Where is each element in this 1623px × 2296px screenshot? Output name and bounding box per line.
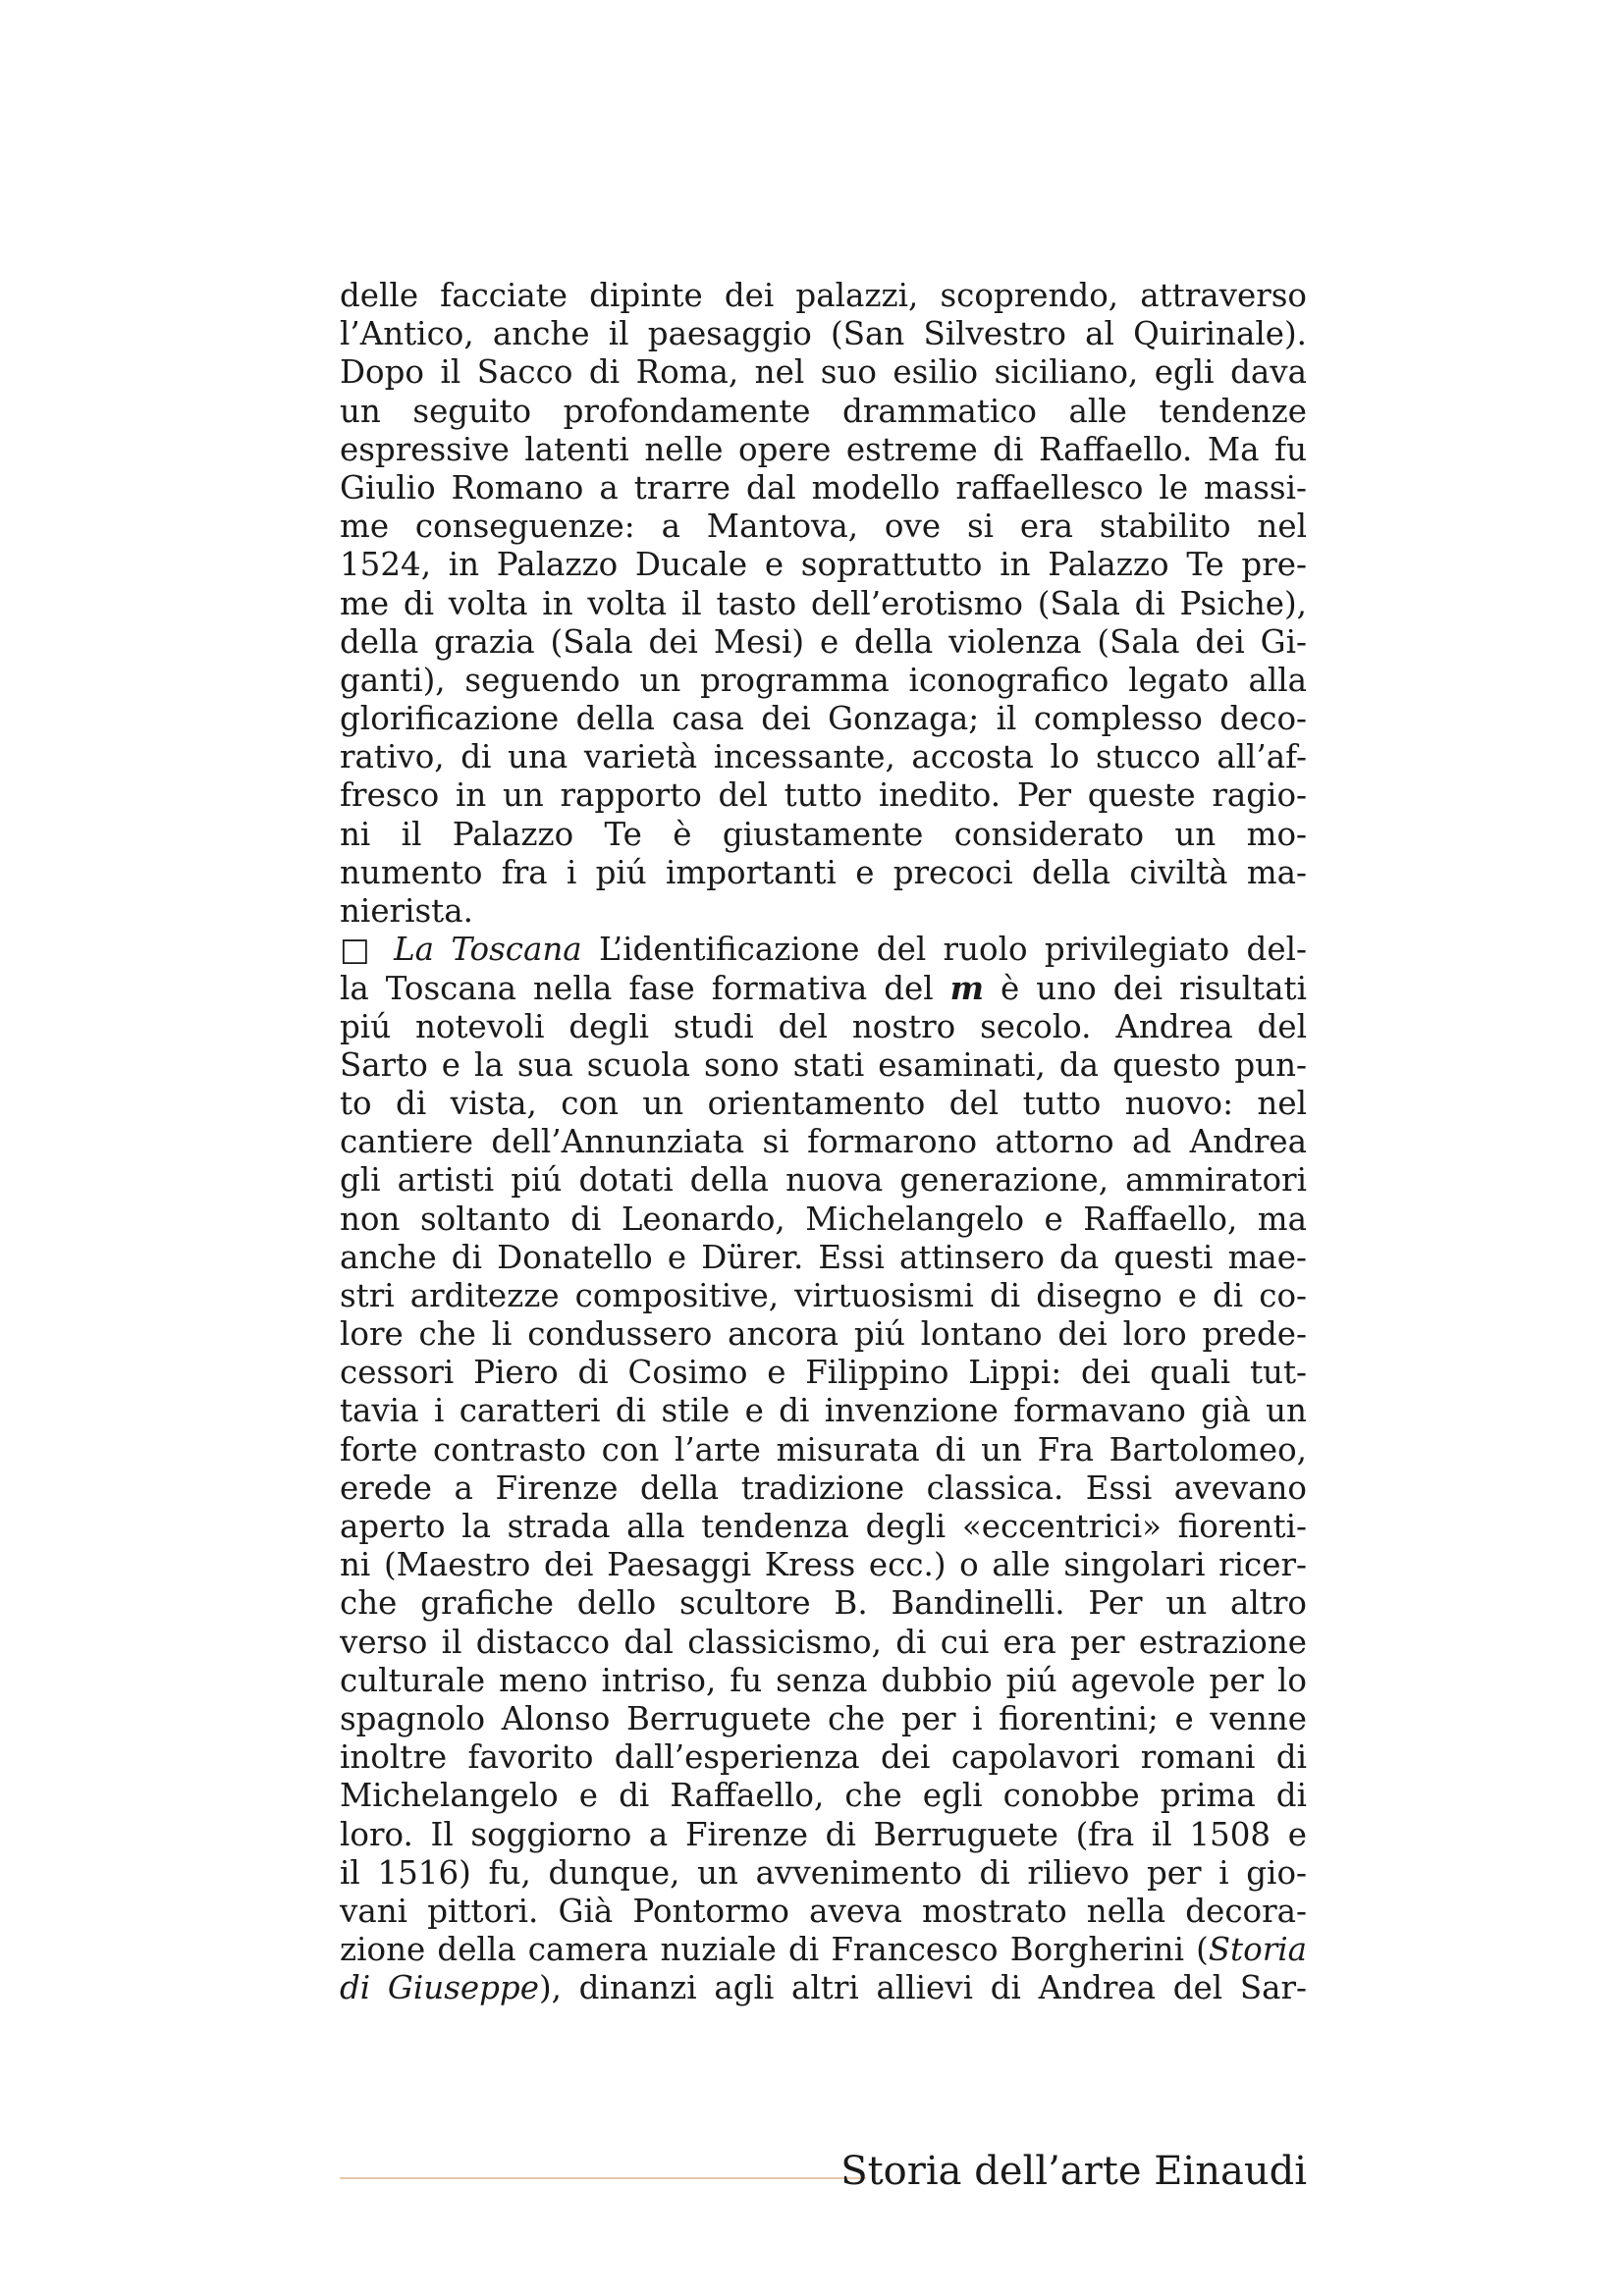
text-line: delle facciate dipinte dei palazzi, scoprendo, attraverso (340, 277, 1307, 314)
text-line: me conseguenze: a Mantova, ove si era stabilito nel (340, 507, 1307, 546)
text-line: cantiere dell’Annunziata si formarono attorno ad Andrea (340, 1123, 1307, 1161)
text-line: verso il distacco dal classicismo, di cui era per estrazione (340, 1623, 1307, 1661)
text-line: il 1516) fu, dunque, un avvenimento di rilievo per i gio- (340, 1853, 1307, 1892)
italic-title: di Giuseppe (340, 1969, 539, 2007)
text-line: vani pittori. Già Pontormo aveva mostrato nella decora- (340, 1892, 1307, 1930)
text-line: Sarto e la sua scuola sono stati esaminati, da questo pun- (340, 1045, 1307, 1084)
abbreviation-mark: m (949, 969, 985, 1008)
text-line: espressive latenti nelle opere estreme di Raffaello. Ma fu (340, 430, 1307, 468)
text-line: Michelangelo e di Raffaello, che egli conobbe prima di (340, 1777, 1307, 1815)
text-fragment: ), dinanzi agli altri allievi di Andrea del Sar- (538, 1969, 1307, 2007)
italic-title: Storia (1208, 1931, 1307, 1969)
text-line: culturale meno intriso, fu senza dubbio piú agevole per lo (340, 1661, 1307, 1699)
section-marker-icon: □ (340, 931, 377, 969)
text-line: numento fra i piú importanti e precoci della civiltà ma- (340, 853, 1307, 891)
text-fragment: è uno dei risultati (1001, 970, 1307, 1008)
footer-title: Storia dell’arte Einaudi (840, 2149, 1307, 2194)
text-fragment: L’identificazione del ruolo privilegiato del- (599, 931, 1307, 969)
text-line: tavia i caratteri di stile e di invenzione formavano già un (340, 1392, 1307, 1430)
text-line: gli artisti piú dotati della nuova generazione, ammiratori (340, 1161, 1307, 1200)
text-line: che grafiche dello scultore B. Bandinelli. Per un altro (340, 1584, 1307, 1623)
text-line: ganti), seguendo un programma iconografico legato alla (340, 661, 1307, 699)
text-line (340, 1969, 1307, 2007)
text-line: nierista. (340, 892, 473, 930)
text-line: lore che li condussero ancora piú lontano dei loro prede- (340, 1315, 1307, 1354)
text-line: un seguito profondamente drammatico alle tendenze (340, 392, 1307, 430)
text-line: Giulio Romano a trarre dal modello raffaellesco le massi- (340, 468, 1307, 507)
footer-divider (340, 2177, 866, 2179)
text-line (340, 1931, 1307, 1969)
text-line: Dopo il Sacco di Roma, nel suo esilio siciliano, egli dava (340, 353, 1307, 392)
text-line: stri arditezze compositive, virtuosismi di disegno e di co- (340, 1276, 1307, 1314)
text-line: anche di Donatello e Dürer. Essi attinsero da questi mae- (340, 1238, 1307, 1276)
text-fragment: la Toscana nella fase formativa del (340, 970, 934, 1008)
text-line: fresco in un rapporto del tutto inedito. Per queste ragio- (340, 776, 1307, 815)
text-line: cessori Piero di Cosimo e Filippino Lippi: dei quali tut- (340, 1354, 1307, 1392)
section-heading-line (340, 931, 1307, 969)
text-line: della grazia (Sala dei Mesi) e della violenza (Sala dei Gi- (340, 622, 1307, 661)
text-line: inoltre favorito dall’esperienza dei capolavori romani di (340, 1738, 1307, 1777)
text-line: piú notevoli degli studi del nostro secolo. Andrea del (340, 1007, 1307, 1045)
text-line: ni (Maestro dei Paesaggi Kress ecc.) o alle singolari ricer- (340, 1546, 1307, 1584)
text-line: forte contrasto con l’arte misurata di un Fra Bartolomeo, (340, 1430, 1307, 1468)
text-line: spagnolo Alonso Berruguete che per i fiorentini; e venne (340, 1699, 1307, 1737)
text-line: l’Antico, anche il paesaggio (San Silvestro al Quirinale). (340, 315, 1307, 353)
text-line: to di vista, con un orientamento del tutto nuovo: nel (340, 1084, 1307, 1122)
body-text (340, 277, 1307, 2007)
text-line (340, 969, 1307, 1007)
text-fragment: zione della camera nuziale di Francesco Borgherini ( (340, 1931, 1209, 1969)
text-line: loro. Il soggiorno a Firenze di Berruguete (fra il 1508 e (340, 1815, 1307, 1853)
text-line: aperto la strada alla tendenza degli «eccentrici» fiorenti- (340, 1508, 1307, 1545)
text-line: erede a Firenze della tradizione classica. Essi avevano (340, 1468, 1307, 1507)
text-line: glorificazione della casa dei Gonzaga; il complesso deco- (340, 700, 1307, 738)
section-heading: La Toscana (394, 931, 582, 969)
text-line: ni il Palazzo Te è giustamente considerato un mo- (340, 815, 1307, 853)
text-line: me di volta in volta il tasto dell’erotismo (Sala di Psiche), (340, 584, 1307, 622)
text-line: 1524, in Palazzo Ducale e soprattutto in Palazzo Te pre- (340, 546, 1307, 584)
text-line: rativo, di una varietà incessante, accosta lo stucco all’af- (340, 738, 1307, 776)
text-line: non soltanto di Leonardo, Michelangelo e Raffaello, ma (340, 1200, 1307, 1238)
